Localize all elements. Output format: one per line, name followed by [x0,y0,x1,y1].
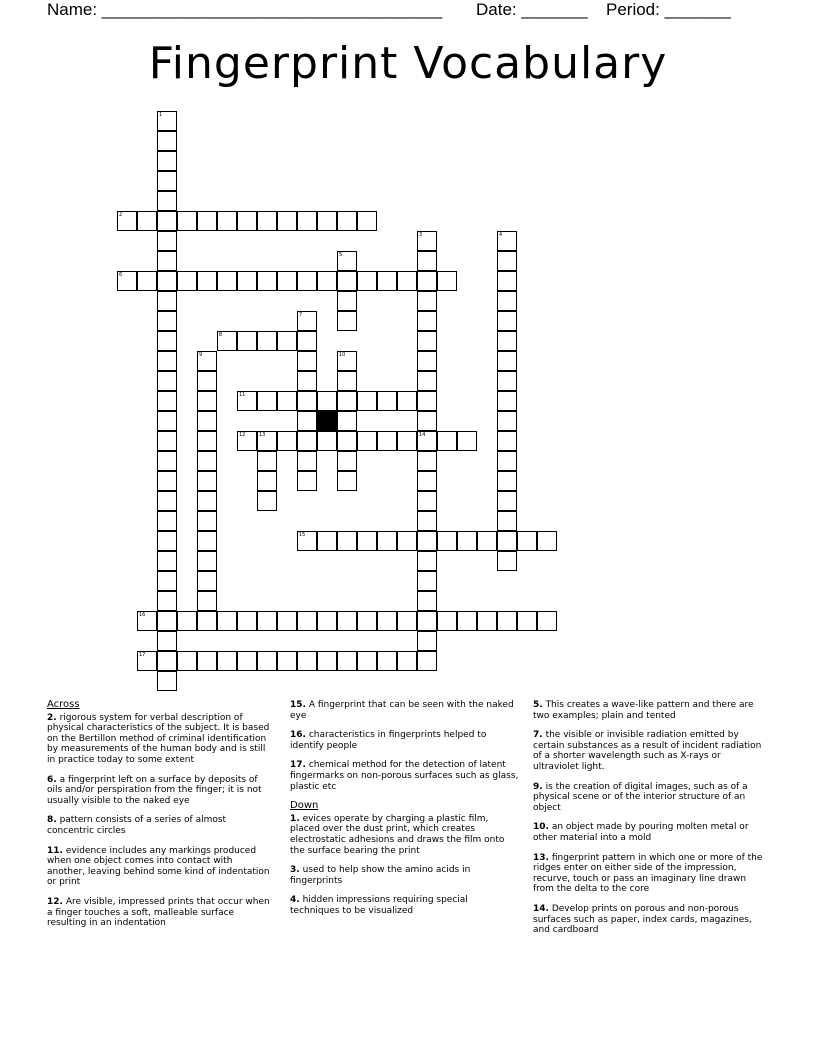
clue-number-label: 3 [419,232,423,238]
crossword-cell[interactable] [417,311,437,331]
crossword-cell[interactable] [357,211,377,231]
crossword-cell[interactable] [357,391,377,411]
clue-across-17 [290,760,520,792]
crossword-cell[interactable] [297,351,317,371]
clue-number-label: 11 [239,392,246,398]
crossword-cell[interactable] [157,651,177,671]
page-title: Fingerprint Vocabulary [148,38,668,89]
crossword-cell[interactable] [317,651,337,671]
crossword-cell[interactable] [157,271,177,291]
clue-across-8 [47,815,272,836]
crossword-cell[interactable] [337,291,357,311]
crossword-cell[interactable] [397,431,417,451]
clue-text: A fingerprint that can be seen with the naked eye [290,700,514,721]
crossword-cell[interactable] [157,311,177,331]
across-heading: Across [47,699,80,710]
crossword-cell[interactable] [497,551,517,571]
crossword-cell[interactable] [417,291,437,311]
crossword-cell[interactable] [417,631,437,651]
crossword-cell[interactable] [277,211,297,231]
crossword-cell[interactable] [277,651,297,671]
crossword-cell[interactable] [297,331,317,351]
clue-number-label: 7 [299,312,303,318]
crossword-cell[interactable] [477,611,497,631]
crossword-cell[interactable] [497,491,517,511]
clue-text: an object made by pouring molten metal or other material into a mold [533,822,749,843]
down-heading: Down [290,800,319,812]
crossword-cell[interactable] [157,151,177,171]
crossword-cell[interactable] [157,251,177,271]
date-field[interactable]: Date: _______ [476,0,588,19]
crossword-cell[interactable] [337,311,357,331]
crossword-cell[interactable] [497,511,517,531]
clue-text: chemical method for the detection of latent fingermarks on non-porous surfaces such as glass, plastic etc [290,760,519,792]
crossword-cell[interactable] [257,491,277,511]
crossword-cell[interactable] [297,431,317,451]
crossword-cell[interactable] [497,611,517,631]
crossword-cell[interactable] [437,431,457,451]
clue-text: is the creation of digital images, such as of a physical scene or of the interior structure of an object [533,781,748,813]
crossword-cell[interactable] [177,271,197,291]
crossword-cell[interactable] [217,611,237,631]
crossword-cell[interactable] [157,551,177,571]
crossword-cell[interactable] [197,431,217,451]
clue-across-15 [290,700,520,721]
clue-down-4 [290,895,520,916]
crossword-cell[interactable] [437,531,457,551]
crossword-cell[interactable] [397,651,417,671]
crossword-cell[interactable] [357,611,377,631]
crossword-cell[interactable] [337,471,357,491]
clue-number: 10. [533,822,549,833]
crossword-cell[interactable] [397,391,417,411]
crossword-cell[interactable] [397,611,417,631]
clue-number-label: 16 [139,612,146,618]
crossword-cell[interactable] [217,271,237,291]
clue-number: 6. [47,774,57,785]
crossword-cell[interactable] [417,371,437,391]
crossword-cell[interactable] [157,571,177,591]
crossword-cell[interactable] [137,211,157,231]
crossword-cell[interactable] [457,611,477,631]
crossword-cell[interactable] [297,471,317,491]
crossword-cell[interactable] [337,651,357,671]
crossword-cell[interactable] [157,111,177,131]
clue-text: a fingerprint left on a surface by deposits of oils and/or perspiration from the finger; it is not usually visible to the naked eye [47,774,262,806]
clue-text: used to help show the amino acids in fingerprints [290,865,471,886]
crossword-cell[interactable] [197,471,217,491]
name-field[interactable]: Name: ____________________________________ [47,0,443,19]
crossword-cell[interactable] [137,271,157,291]
clue-text: characteristics in fingerprints helped to identify people [290,730,487,751]
crossword-cell[interactable] [197,571,217,591]
crossword-cell[interactable] [137,611,157,631]
clue-number: 9. [533,781,543,792]
clue-number: 5. [533,700,543,710]
clue-number-label: 4 [499,232,503,238]
crossword-cell[interactable] [497,371,517,391]
crossword-cell[interactable] [437,271,457,291]
crossword-cell[interactable] [117,211,137,231]
clue-down-14 [533,904,769,936]
crossword-cell[interactable] [257,211,277,231]
crossword-cell[interactable] [457,431,477,451]
crossword-cell[interactable] [417,411,437,431]
clue-number-label: 10 [339,352,346,358]
crossword-cell[interactable] [197,451,217,471]
crossword-cell[interactable] [157,411,177,431]
crossword-cell[interactable] [337,271,357,291]
clue-number: 16. [290,730,306,741]
clue-across-2 [47,713,272,766]
crossword-cell[interactable] [337,451,357,471]
crossword-cell[interactable] [337,211,357,231]
crossword-cell[interactable] [297,391,317,411]
clue-across-6 [47,775,272,807]
clue-number: 11. [47,845,63,856]
crossword-cell[interactable] [157,611,177,631]
crossword-cell[interactable] [277,271,297,291]
crossword-cell[interactable] [197,651,217,671]
crossword-cell[interactable] [157,191,177,211]
crossword-cell[interactable] [257,471,277,491]
clue-number-label: 14 [419,432,426,438]
blocked-cell [317,411,337,431]
crossword-cell[interactable] [417,651,437,671]
crossword-cell[interactable] [197,411,217,431]
crossword-cell[interactable] [157,291,177,311]
clue-text: Are visible, impressed prints that occur when a finger touches a soft, malleable surface resulting in an indentation [47,896,270,929]
crossword-cell[interactable] [417,251,437,271]
clue-number: 3. [290,865,300,876]
crossword-cell[interactable] [417,271,437,291]
crossword-cell[interactable] [417,591,437,611]
clue-down-5 [533,700,769,721]
crossword-cell[interactable] [237,271,257,291]
crossword-cell[interactable] [157,231,177,251]
clue-down-10 [533,822,769,843]
crossword-cell[interactable] [217,211,237,231]
clue-number: 17. [290,760,306,771]
crossword-cell[interactable] [317,431,337,451]
clue-number-label: 1 [159,112,163,118]
crossword-cell[interactable] [197,371,217,391]
crossword-cell[interactable] [357,531,377,551]
crossword-cell[interactable] [197,611,217,631]
crossword-cell[interactable] [197,271,217,291]
crossword-cell[interactable] [237,331,257,351]
crossword-cell[interactable] [317,531,337,551]
crossword-cell[interactable] [257,331,277,351]
crossword-cell[interactable] [197,551,217,571]
crossword-cell[interactable] [497,391,517,411]
clue-text: rigorous system for verbal description of physical characteristics of the subject. It is based on the Bertillon method of criminal identification by measurements of the human body and is still in practice today to some extent [47,712,270,765]
crossword-cell[interactable] [157,531,177,551]
crossword-cell[interactable] [297,271,317,291]
crossword-cell[interactable] [157,631,177,651]
crossword-cell[interactable] [497,291,517,311]
clue-text: pattern consists of a series of almost concentric circles [47,815,227,836]
crossword-cell[interactable] [477,531,497,551]
crossword-cell[interactable] [197,391,217,411]
crossword-cell[interactable] [157,131,177,151]
crossword-cell[interactable] [317,271,337,291]
crossword-cell[interactable] [217,651,237,671]
clue-number-label: 12 [239,432,246,438]
crossword-cell[interactable] [277,331,297,351]
crossword-cell[interactable] [337,411,357,431]
clue-number: 13. [533,852,549,863]
clue-text: evices operate by charging a plastic film, placed over the dust print, which creates electrostatic adhesions and draws the film onto the surface bearing the print [290,813,505,856]
crossword-cell[interactable] [237,391,257,411]
crossword-cell[interactable] [337,371,357,391]
crossword-cell[interactable] [317,211,337,231]
clue-text: the visible or invisible radiation emitted by certain substances as a result of incident radiation of a shorter wavelength such as X-rays or ultraviolet light. [533,730,762,772]
clue-down-7 [533,730,769,772]
crossword-cell[interactable] [417,351,437,371]
crossword-cell[interactable] [497,471,517,491]
crossword-cell[interactable] [257,651,277,671]
crossword-cell[interactable] [157,171,177,191]
crossword-cell[interactable] [337,251,357,271]
period-field[interactable]: Period: _______ [606,0,731,19]
crossword-cell[interactable] [157,451,177,471]
clue-number-label: 5 [339,252,343,258]
clue-down-13 [533,853,769,895]
clue-text: fingerprint pattern in which one or more of the ridges enter on either side of the impression, recurve, touch or pass an imaginary line drawn from the delta to the core [533,852,763,895]
crossword-cell[interactable] [497,271,517,291]
crossword-cell[interactable] [157,331,177,351]
crossword-cell[interactable] [497,531,517,551]
crossword-cell[interactable] [177,611,197,631]
crossword-cell[interactable] [177,211,197,231]
crossword-cell[interactable] [537,611,557,631]
crossword-cell[interactable] [177,651,197,671]
crossword-cell[interactable] [197,511,217,531]
clue-across-16 [290,730,520,751]
crossword-cell[interactable] [297,211,317,231]
crossword-cell[interactable] [157,511,177,531]
clue-number: 12. [47,896,63,907]
crossword-cell[interactable] [157,471,177,491]
clue-number: 1. [290,813,300,824]
crossword-cell[interactable] [417,231,437,251]
crossword-cell[interactable] [357,651,377,671]
clue-number: 8. [47,815,57,826]
crossword-cell[interactable] [257,451,277,471]
crossword-cell[interactable] [377,391,397,411]
crossword-cell[interactable] [157,211,177,231]
crossword-cell[interactable] [377,531,397,551]
crossword-cell[interactable] [417,491,437,511]
crossword-cell[interactable] [377,431,397,451]
crossword-cell[interactable] [497,451,517,471]
clue-down-1 [290,814,520,856]
clue-number: 15. [290,700,306,710]
clue-text: evidence includes any markings produced when one object comes into contact with another, leaving behind some kind of indentation or print [47,845,270,888]
crossword-cell[interactable] [417,611,437,631]
clue-number: 4. [290,895,300,906]
clue-number: 14. [533,903,549,914]
crossword-cell[interactable] [297,411,317,431]
crossword-cell[interactable] [157,351,177,371]
crossword-cell[interactable] [117,271,137,291]
crossword-cell[interactable] [377,651,397,671]
crossword-cell[interactable] [457,531,477,551]
clue-number-label: 8 [219,332,223,338]
clue-number-label: 17 [139,652,146,658]
crossword-cell[interactable] [297,311,317,331]
crossword-cell[interactable] [337,431,357,451]
crossword-cell[interactable] [257,271,277,291]
crossword-cell[interactable] [417,431,437,451]
crossword-cell[interactable] [157,671,177,691]
crossword-cell[interactable] [337,611,357,631]
crossword-cell[interactable] [257,611,277,631]
crossword-cell[interactable] [317,611,337,631]
clue-down-3 [290,865,520,886]
crossword-cell[interactable] [297,651,317,671]
crossword-cell[interactable] [197,351,217,371]
crossword-cell[interactable] [397,531,417,551]
crossword-cell[interactable] [297,451,317,471]
clue-number: 7. [533,730,543,741]
clue-number-label: 15 [299,532,306,538]
crossword-cell[interactable] [197,211,217,231]
crossword-cell[interactable] [497,311,517,331]
crossword-cell[interactable] [297,531,317,551]
crossword-cell[interactable] [497,431,517,451]
clue-column-3 [533,700,769,945]
clue-number-label: 2 [119,212,123,218]
crossword-cell[interactable] [497,251,517,271]
crossword-cell[interactable] [497,231,517,251]
crossword-cell[interactable] [437,611,457,631]
crossword-cell[interactable] [417,451,437,471]
crossword-cell[interactable] [497,351,517,371]
clue-down-9 [533,782,769,814]
crossword-cell[interactable] [317,391,337,411]
crossword-cell[interactable] [357,271,377,291]
clue-number: 2. [47,712,57,723]
crossword-cell[interactable] [537,531,557,551]
crossword-cell[interactable] [157,431,177,451]
clue-column-1 [47,700,272,938]
clue-text: Develop prints on porous and non-porous surfaces such as paper, index cards, magazines, and cardboard [533,903,752,936]
crossword-cell[interactable] [157,591,177,611]
clue-across-12 [47,897,272,929]
crossword-cell[interactable] [237,651,257,671]
crossword-cell[interactable] [137,651,157,671]
crossword-cell[interactable] [357,431,377,451]
clue-number-label: 6 [119,272,123,278]
crossword-cell[interactable] [277,431,297,451]
crossword-cell[interactable] [257,391,277,411]
crossword-cell[interactable] [377,611,397,631]
crossword-cell[interactable] [277,611,297,631]
crossword-cell[interactable] [337,391,357,411]
clue-column-2 [290,700,520,926]
clue-text: This creates a wave-like pattern and there are two examples; plain and tented [533,700,754,721]
crossword-cell[interactable] [257,431,277,451]
crossword-cell[interactable] [497,331,517,351]
crossword-cell[interactable] [217,331,237,351]
crossword-cell[interactable] [277,391,297,411]
crossword-cell[interactable] [417,471,437,491]
clue-number-label: 9 [199,352,203,358]
crossword-cell[interactable] [337,351,357,371]
crossword-cell[interactable] [237,211,257,231]
crossword-cell[interactable] [237,431,257,451]
clue-number-label: 13 [259,432,266,438]
crossword-cell[interactable] [397,271,417,291]
crossword-cell[interactable] [417,511,437,531]
crossword-cell[interactable] [417,571,437,591]
clue-text: hidden impressions requiring special techniques to be visualized [290,895,468,916]
crossword-cell[interactable] [237,611,257,631]
crossword-cell[interactable] [417,531,437,551]
crossword-cell[interactable] [197,531,217,551]
crossword-cell[interactable] [157,491,177,511]
crossword-cell[interactable] [197,591,217,611]
crossword-cell[interactable] [157,371,177,391]
crossword-cell[interactable] [497,411,517,431]
crossword-cell[interactable] [517,611,537,631]
crossword-cell[interactable] [377,271,397,291]
crossword-cell[interactable] [197,491,217,511]
crossword-cell[interactable] [297,371,317,391]
crossword-cell[interactable] [517,531,537,551]
crossword-cell[interactable] [417,551,437,571]
clue-across-11 [47,846,272,888]
crossword-cell[interactable] [417,331,437,351]
crossword-cell[interactable] [337,531,357,551]
crossword-cell[interactable] [417,391,437,411]
crossword-cell[interactable] [297,611,317,631]
crossword-cell[interactable] [157,391,177,411]
